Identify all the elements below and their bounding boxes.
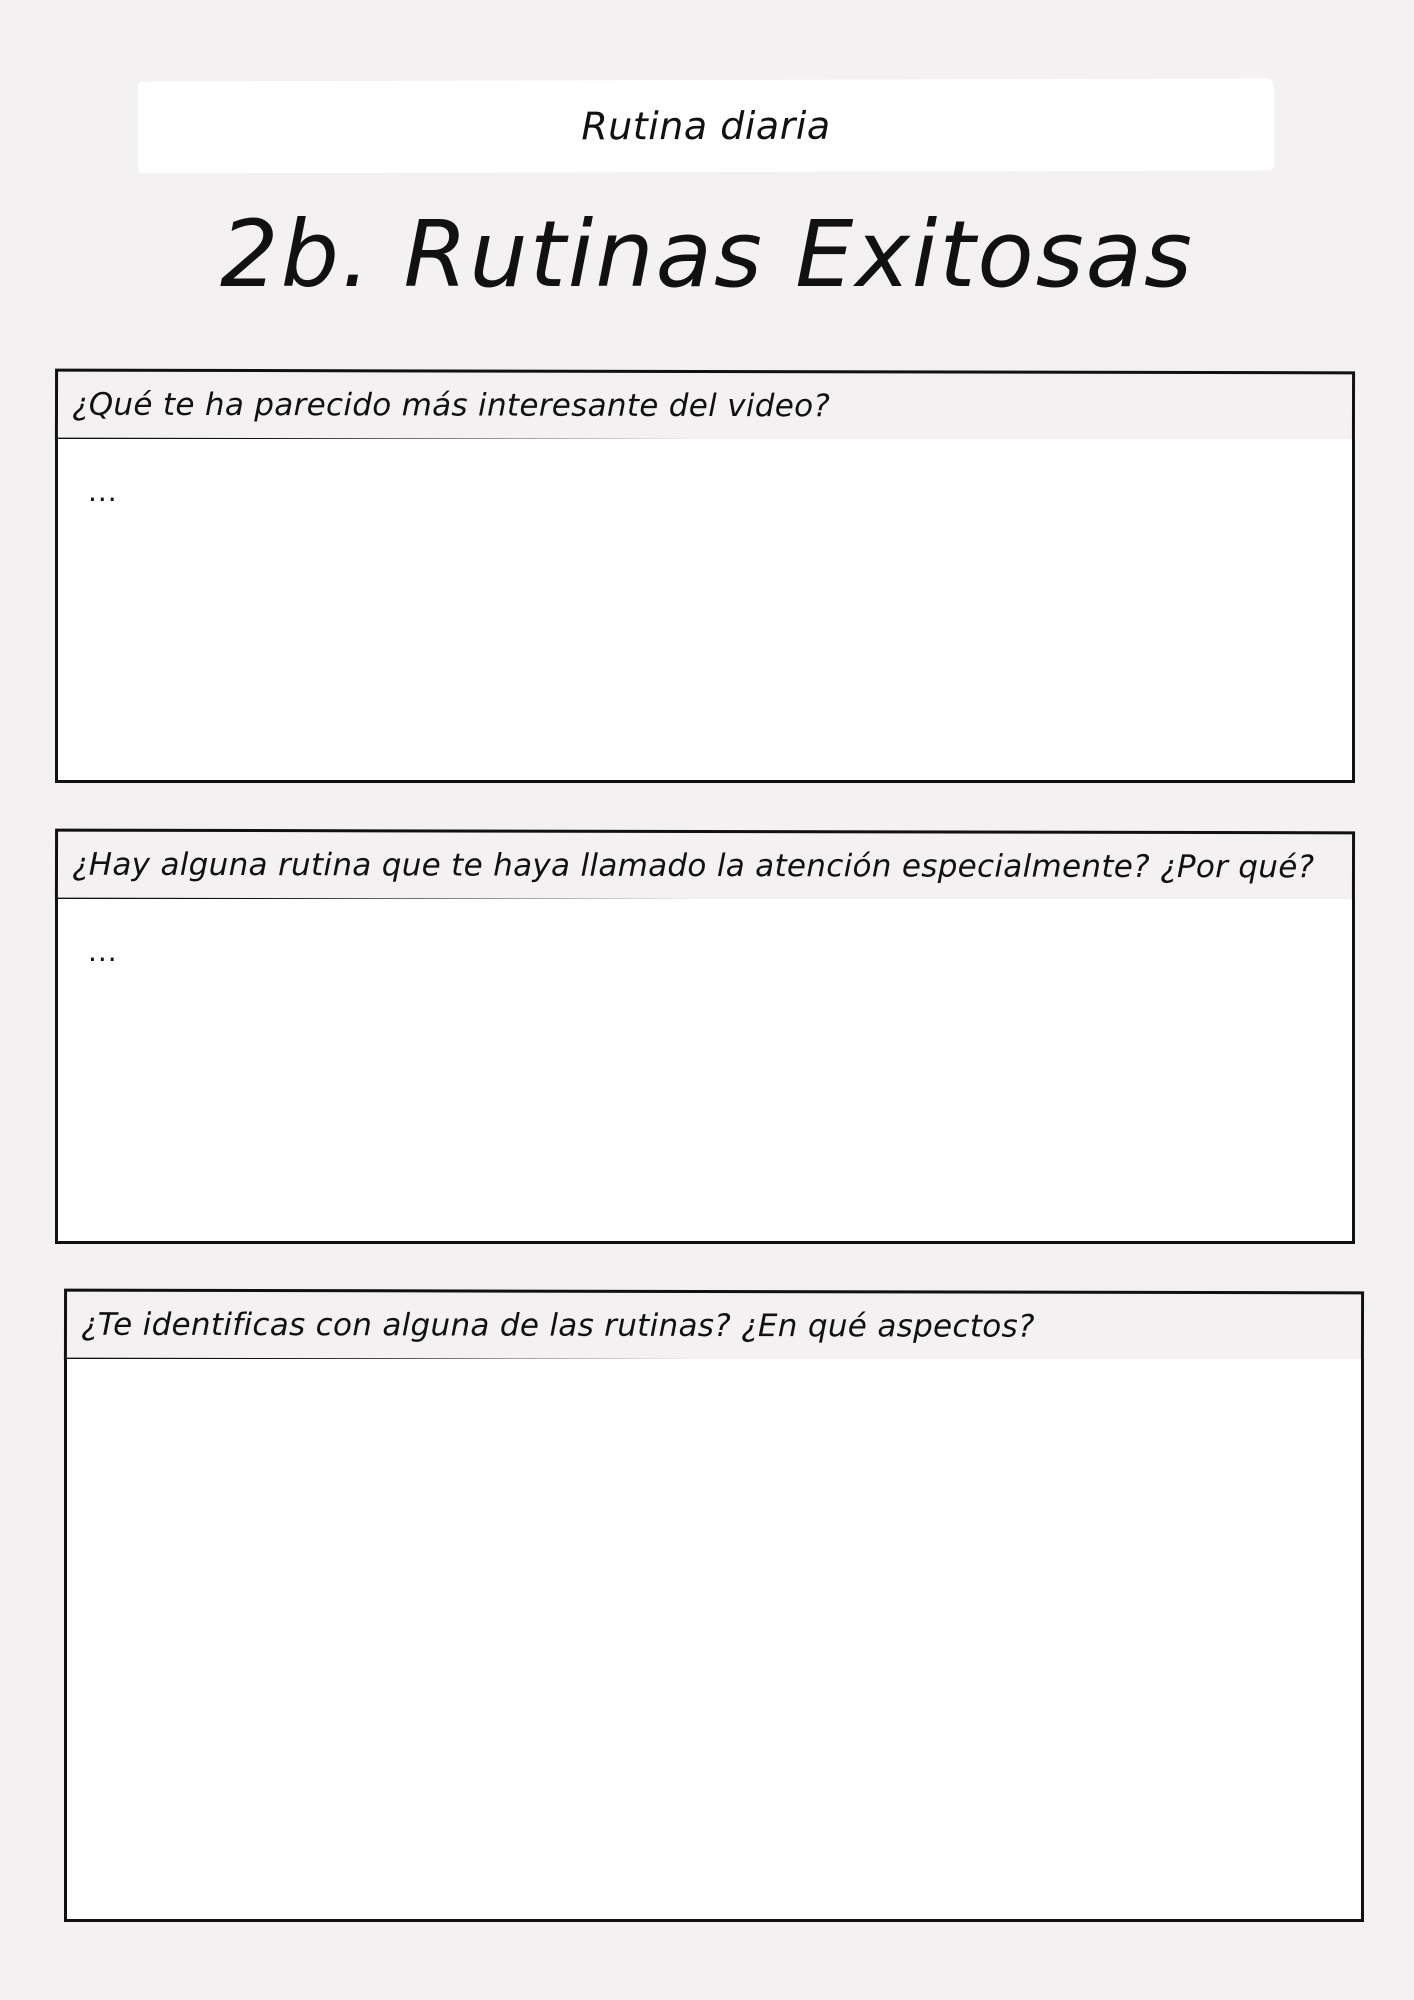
answer-box-2[interactable] xyxy=(55,899,1355,1244)
question-text-1: ¿Qué te ha parecido más interesante del video? xyxy=(71,386,831,425)
answer-box-3[interactable] xyxy=(64,1359,1364,1922)
page-title: 2b. Rutinas Exitosas xyxy=(220,201,1194,308)
question-section-2 xyxy=(55,830,1355,1244)
question-text-3: ¿Te identificas con alguna de las rutinas? ¿En qué aspectos? xyxy=(80,1306,1035,1345)
answer-box-1[interactable] xyxy=(55,439,1355,783)
question-section-1 xyxy=(55,370,1355,783)
question-section-3 xyxy=(64,1290,1364,1922)
question-text-2: ¿Hay alguna rutina que te haya llamado la atención especialmente? ¿Por qué? xyxy=(71,846,1315,886)
answer-text-2: ... xyxy=(88,935,118,968)
question-header-1 xyxy=(55,369,1355,444)
question-header-3 xyxy=(64,1289,1364,1364)
question-header-2 xyxy=(55,829,1355,904)
header-banner xyxy=(138,79,1274,174)
banner-text: Rutina diaria xyxy=(581,103,831,149)
answer-text-1: ... xyxy=(88,475,118,508)
